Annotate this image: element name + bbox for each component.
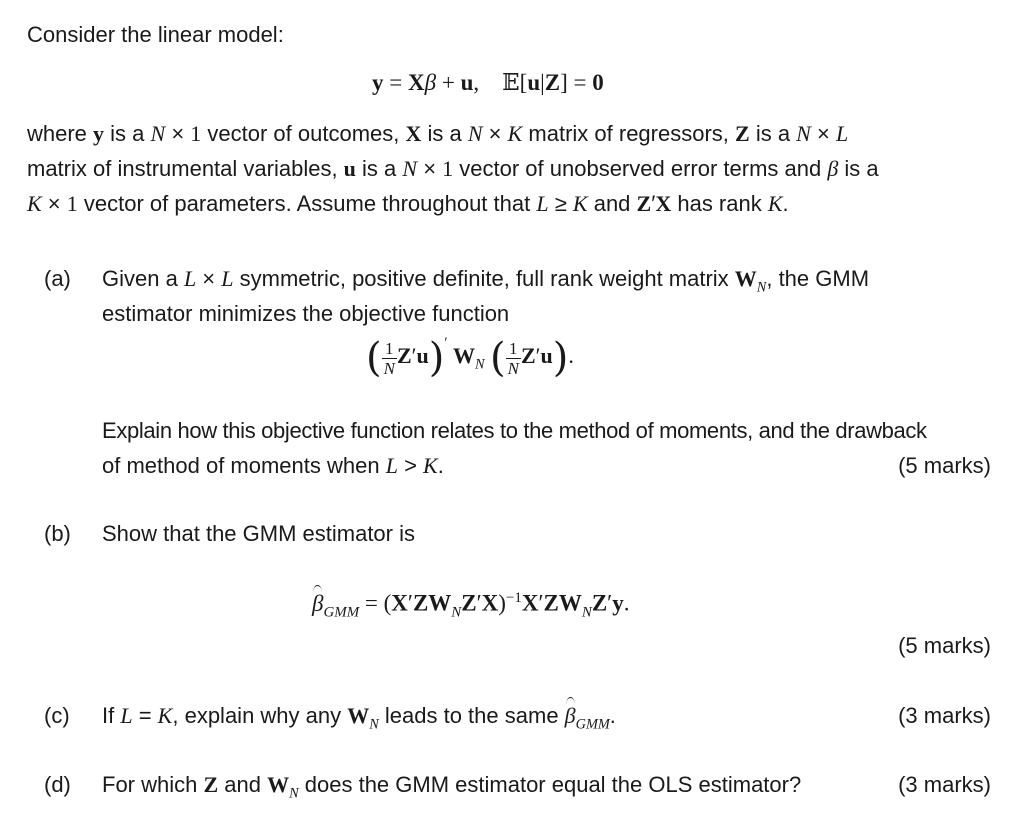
part-c-label: (c) <box>44 703 70 728</box>
part-a-line-3: Explain how this objective function relates to the method of moments, and the drawback <box>102 418 927 443</box>
part-a-line-4: of method of moments when L > K. <box>102 453 444 478</box>
where-line-2: matrix of instrumental variables, u is a N × 1 vector of unobserved error terms and β is a <box>27 156 879 181</box>
part-a-label: (a) <box>44 266 71 291</box>
part-b-line-1: Show that the GMM estimator is <box>102 521 415 546</box>
part-b-marks: (5 marks) <box>898 633 991 658</box>
part-d-label: (d) <box>44 772 71 797</box>
part-b-label: (b) <box>44 521 71 546</box>
part-d-line-1: For which Z and $W_N$ does the GMM estimator equal the OLS estimator? <box>102 772 802 802</box>
part-b-gmm-equation: $\beta_{GMM} = (X'ZW_NZ'X)^{-1}X'ZW_NZ'y$. <box>312 590 630 621</box>
part-a-line-1: Given a L × L symmetric, positive definite, full rank weight matrix $W_N$, the GMM <box>102 266 870 296</box>
part-c-line-1: If L = K, explain why any $W_N$ leads to the same $\beta_{GMM}$. <box>102 703 616 733</box>
model-equation: y = Xβ + u, 𝔼[u|Z] = 0 <box>372 70 604 96</box>
part-c-marks: (3 marks) <box>898 703 991 728</box>
part-a-marks: (5 marks) <box>898 453 991 478</box>
part-d-marks: (3 marks) <box>898 772 991 797</box>
where-line-3: K × 1 vector of parameters. Assume throughout that L ≥ K and Z′X has rank K. <box>27 191 789 216</box>
intro-text: Consider the linear model: <box>27 22 284 47</box>
part-a-objective-equation: ( $\frac{1}{N}$ Z′u)′ $W_N$ ( $\frac{1}{N}$ Z′u). <box>366 334 574 381</box>
where-line-1: where y is a N × 1 vector of outcomes, X is a N × K matrix of regressors, Z is a N × L <box>27 121 849 146</box>
part-a-line-2: estimator minimizes the objective function <box>102 301 510 326</box>
